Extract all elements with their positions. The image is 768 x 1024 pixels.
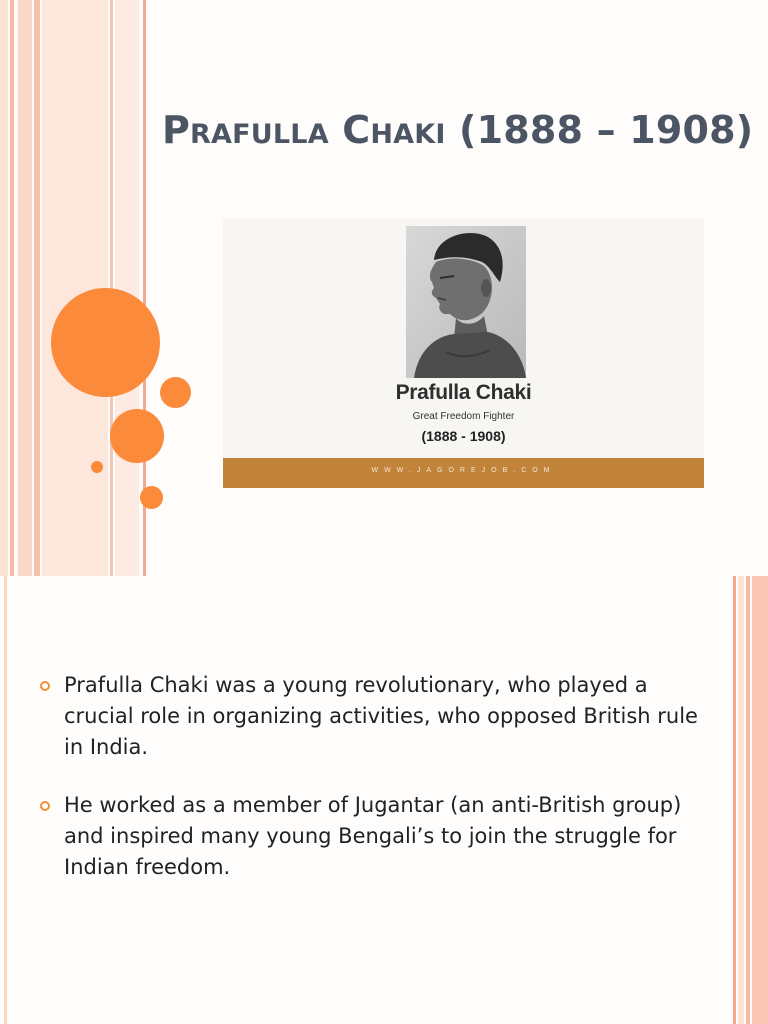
poster-years: (1888 - 1908) [421, 428, 506, 444]
bullet-text: Prafulla Chaki was a young revolutionary, who played a crucial role in organizing activities, who opposed British rule in India. [64, 673, 698, 759]
decorative-stripe [0, 0, 8, 576]
bullet-circle-icon [40, 681, 50, 691]
decorative-circle-large [51, 288, 160, 397]
decorative-stripe [4, 576, 7, 1024]
portrait-poster [223, 219, 704, 488]
portrait-illustration [406, 226, 526, 378]
bullet-item [40, 670, 720, 763]
bullet-item [40, 790, 720, 883]
poster-footer-bar [223, 458, 704, 488]
decorative-stripe [733, 576, 736, 1024]
decorative-stripe [34, 0, 40, 576]
poster-name: Prafulla Chaki [395, 381, 532, 404]
bullet-text: He worked as a member of Jugantar (an anti-British group) and inspired many young Bengali’s to join the struggle for Indian freedom. [64, 793, 682, 879]
poster-subtitle: Great Freedom Fighter [412, 411, 515, 422]
decorative-circle [140, 486, 163, 509]
decorative-circle [160, 377, 191, 408]
decorative-circle [110, 409, 164, 463]
slide-title-text: Prafulla Chaki (1888 – 1908) [162, 108, 754, 152]
bullet-circle-icon [40, 801, 50, 811]
decorative-stripe [752, 576, 768, 1024]
decorative-stripe [738, 576, 744, 1024]
bullet-list [40, 670, 720, 910]
decorative-stripe [18, 0, 32, 576]
poster-url: WWW.JAGOREJOB.COM [371, 467, 556, 474]
decorative-stripe [746, 576, 750, 1024]
decorative-circle-small [91, 461, 103, 473]
decorative-stripe [10, 0, 14, 576]
portrait-photo [406, 226, 526, 378]
decorative-stripe [115, 0, 139, 576]
slide-content [0, 576, 768, 1024]
